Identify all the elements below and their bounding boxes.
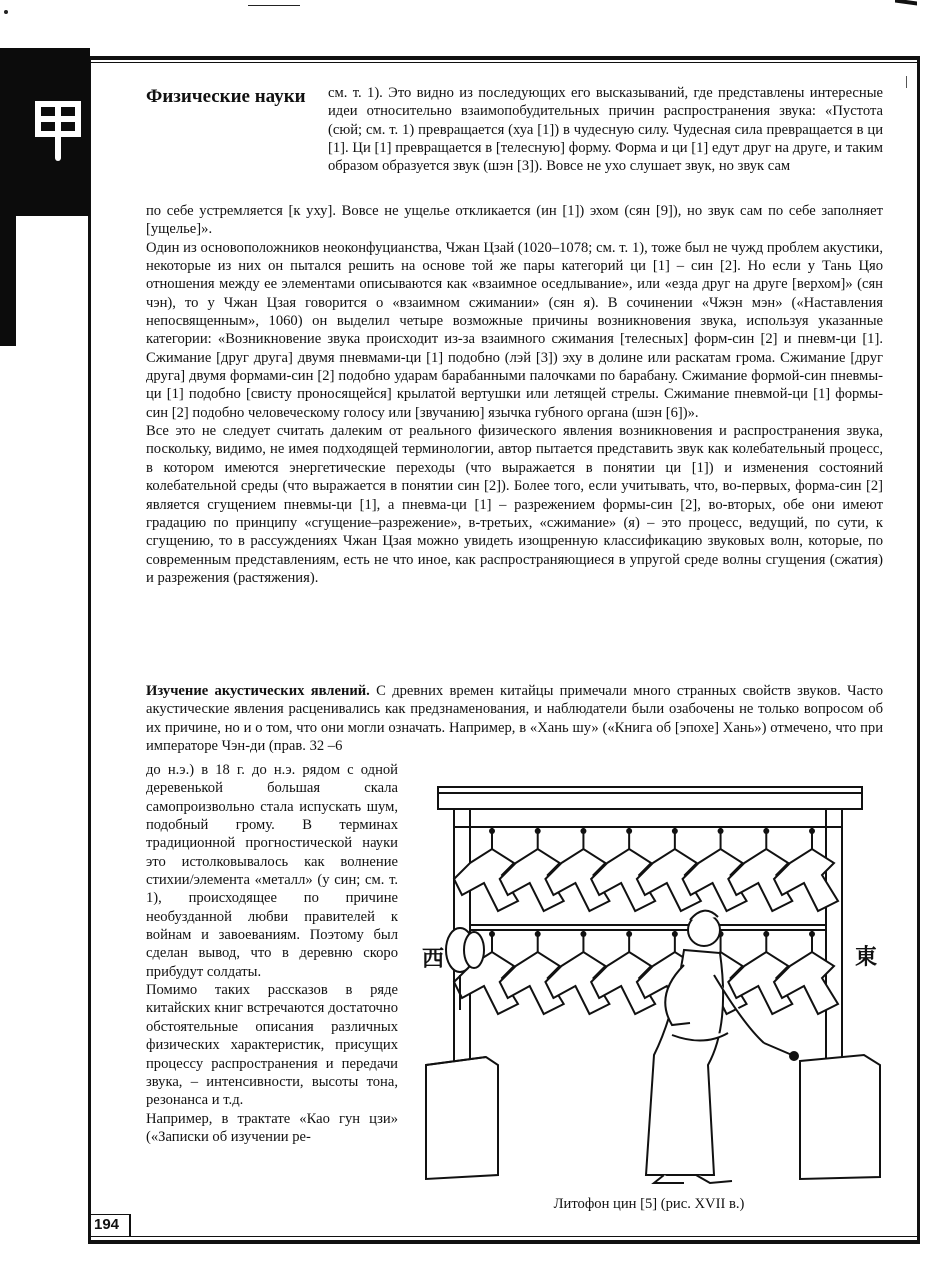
- top-rule: [248, 5, 300, 6]
- frame-bottom-inner-border: [88, 1236, 920, 1237]
- paragraph-intro: см. т. 1). Это видно из последующих его высказываний, где представлены интересные идеи относительно взаимопобудительных причин распространения звука: «Пустота (сюй; см. т. 1) превращается (хуа [1]) в чудесную силу. Чудесная сила превращается в ци [1]. Ци [1] превращается в [телесную] форму. Форма и ци [1] едут друг на друге, и таким образом образуется звук (шэн [3]). Вовсе не ухо слушает звук, но звук сам: [328, 85, 883, 175]
- stone-peg: [489, 931, 495, 937]
- frame-top-inner-border: [88, 62, 920, 63]
- frame-bottom-border: [88, 1240, 920, 1244]
- figure-caption: Литофон цин [5] (рис. XVII в.): [553, 1196, 745, 1212]
- frame-right-border: [917, 56, 920, 1244]
- section-title: Физические науки: [146, 86, 306, 107]
- stone-peg: [672, 931, 678, 937]
- page-speck: [4, 10, 8, 14]
- jia-glyph-icon: [30, 96, 86, 162]
- east-character: 東: [855, 945, 878, 970]
- page-number: 194: [94, 1216, 120, 1233]
- stone-peg: [809, 931, 815, 937]
- paragraph-quote-end: по себе устремляется [к уху]. Вовсе не ущелье откликается (ин [1]) эхом (сян [9]), но звук сам по себе заполняет [ущелье]».: [146, 203, 883, 238]
- stone-peg: [535, 931, 541, 937]
- stone-peg: [809, 828, 815, 834]
- acoustics-section: [146, 682, 883, 755]
- acoustics-paragraph: [146, 682, 883, 755]
- stone-peg: [626, 828, 632, 834]
- paragraph-treatise: Например, в трактате «Као гун цзи» («Записки об изучении ре-: [146, 1110, 398, 1145]
- paragraph-descriptions: Помимо таких рассказов в ряде китайских книг встречаются достаточно обстоятельные описания различных физических характеристик, присущих процессу распространения и передачи звука, – интенсивности, высоты тона, резонанса и т.д.: [146, 982, 398, 1109]
- stone-row-lower: [454, 930, 838, 1014]
- stone-peg: [672, 828, 678, 834]
- narrow-column: [146, 761, 398, 1146]
- stone-peg: [535, 828, 541, 834]
- west-character: 西: [422, 947, 445, 972]
- stone-peg: [580, 931, 586, 937]
- lithophone-illustration: [414, 775, 884, 1195]
- musician-figure: [646, 911, 798, 1183]
- side-tab-strip: [0, 216, 16, 346]
- acoustics-heading: Изучение акустических явлений.: [146, 683, 370, 699]
- stone-row-upper: [454, 827, 838, 911]
- acoustics-text: С древних времен китайцы примечали много странных свойств звуков. Часто акустические явления расценивались как предзнаменования, и наблюдатели были озабочены не только вопросом об их причине, но и о том, что они могли означать. Например, в «Хань шу» («Книга об [эпохе] Хань») отмечено, что при императоре Чэн-ди (прав. 32 –6: [146, 683, 884, 755]
- frame-top-border: [88, 56, 920, 60]
- paragraph-analysis: Все это не следует считать далеким от реального физического явления возникновения и распространения звука, поскольку, видимо, не имея подходящей терминологии, автор пытается представить звук как колебательный процесс, в котором имеются энергетические переходы (что выражается в понятии ци [1]) и изменения состояний колебательной среды (что выражается в понятии син [2]). Более того, если учитывать, что, во-первых, форма-син [2] является сгущением пневмы-ци [1], а пневма-ци [1] – разрежением формы-син [2], во-вторых, обе они имеют градацию по принципу «сгущение–разрежение», в-третьих, «сжимание» (я) – это процесс, ведущий, по сути, к сгущению, то в рассуждениях Чжан Цзая можно увидеть изощренную классификацию звуковых волн, которые, по современным представлениям, есть не что иное, как распространяющиеся в упругой среде волны сгущения (сжатия) и разрежения (растяжения).: [146, 423, 883, 586]
- lithophone-figure: [414, 775, 884, 1195]
- stone-peg: [626, 931, 632, 937]
- stone-peg: [763, 931, 769, 937]
- stone-peg: [580, 828, 586, 834]
- stone-peg: [763, 828, 769, 834]
- main-text-block: [146, 202, 883, 587]
- frame-left-border: [88, 56, 91, 1244]
- paragraph-rock: до н.э.) в 18 г. до н.э. рядом с одной деревенькой большая скала самопроизвольно стала испускать шум, подобный грому. В терминах традиционной прогностической науки это истолковывалось как волнение стихии/элемента «металл» (у син; см. т. 1), происходящее по причине необузданной любви правителей к войнам и завоеваниям. Поэтому был сделан вывод, что в деревню скоро прибудут солдаты.: [146, 762, 398, 980]
- margin-tick: [906, 76, 907, 88]
- stone-peg: [489, 828, 495, 834]
- top-corner-mark: [895, 0, 917, 6]
- stone-peg: [718, 828, 724, 834]
- paragraph-zhang-zai: Один из основоположников неоконфуцианства, Чжан Цзай (1020–1078; см. т. 1), тоже был не чужд проблем акустики, некоторые из них он пытался решить на основе той же пары категорий ци [1] – син [2]. Но если у Тань Цяо отношения между ее элементами описываются как «взаимное оседлывание», или «езда друг на друге [верхом]» (сян чэн), то у Чжан Цзая говорится о «взаимном сжимании» (сян я). В сочинении «Чжэн мэн» («Наставления непосвященным», 1060) он выделил четыре возможные причины возникновения звука, используя указанные категории: «Возникновение звука происходит из-за взаимного сжимания [телесных] форм-син [2] и пневм-ци [1]. Сжимание [друг друга] двумя пневмами-ци [1] подобно (лэй [3]) эху в долине или раскатам грома. Сжимание [друг друга] двумя формами-син [2] подобно ударам барабанными палочками по барабану. Сжимание формой-син пневмы-ци [1] подобно [свисту проносящейся] крылатой вертушки или летящей стрелы. Сжимание пневмой-ци [1] формы-син [2] подобно человеческому голосу или [звучанию] язычка губного органа (шэн [6])».: [146, 239, 883, 421]
